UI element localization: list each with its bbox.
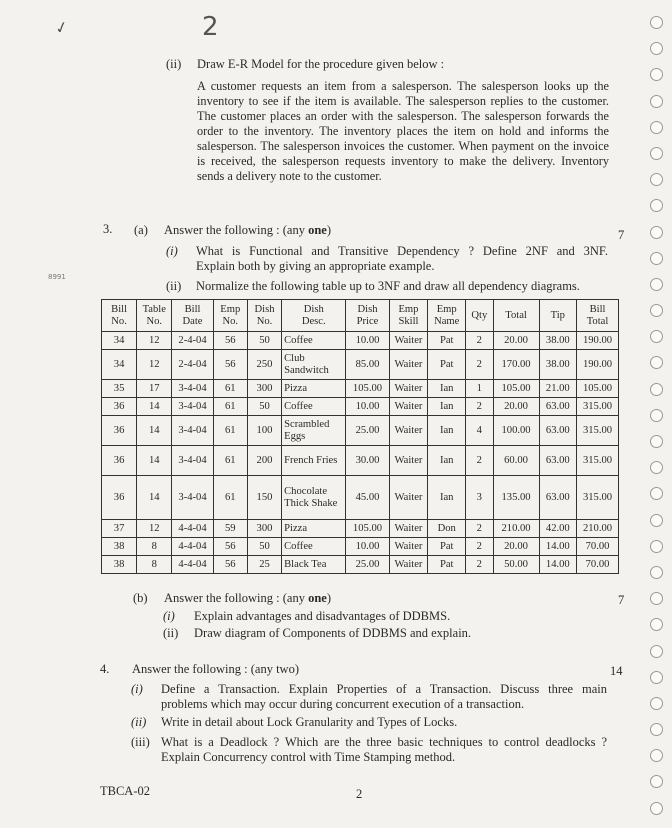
binding-hole — [650, 802, 663, 815]
table-cell: 20.00 — [493, 538, 539, 556]
table-cell: 2 — [466, 350, 493, 380]
table-cell: Waiter — [389, 350, 428, 380]
binding-hole — [650, 409, 663, 422]
table-cell: 2 — [466, 520, 493, 538]
table-cell: 170.00 — [493, 350, 539, 380]
table-row — [102, 350, 619, 380]
table-cell: 38 — [102, 556, 137, 574]
q3-b-i-text: Explain advantages and disadvantages of DDBMS. — [194, 609, 451, 623]
table-cell: 4-4-04 — [172, 520, 213, 538]
table-cell: Waiter — [389, 416, 428, 446]
table-cell: Waiter — [389, 476, 428, 520]
table-cell: 61 — [213, 446, 247, 476]
handwritten-tick-mark: ✓ — [52, 16, 71, 39]
header-line: Total — [586, 315, 609, 327]
table-cell: Waiter — [389, 538, 428, 556]
binding-hole — [650, 278, 663, 291]
table-cell: 200 — [247, 446, 281, 476]
table-cell: 34 — [102, 350, 137, 380]
table-cell: 50 — [247, 332, 281, 350]
table-header-cell — [282, 300, 346, 332]
table-cell: 8 — [137, 538, 172, 556]
binding-hole — [650, 566, 663, 579]
table-cell: Ian — [428, 398, 466, 416]
table-cell: 135.00 — [493, 476, 539, 520]
table-cell: 25.00 — [346, 416, 389, 446]
table-cell: 20.00 — [493, 398, 539, 416]
table-header-cell — [172, 300, 213, 332]
table-cell: Waiter — [389, 520, 428, 538]
q4-ii-label: (ii) — [131, 715, 147, 729]
header-line: Emp — [436, 303, 457, 315]
header-line: No. — [111, 315, 127, 327]
table-cell: 25.00 — [346, 556, 389, 574]
table-cell: 2 — [466, 332, 493, 350]
table-cell: 14.00 — [539, 556, 576, 574]
table-cell: 12 — [137, 332, 172, 350]
table-cell: 210.00 — [493, 520, 539, 538]
table-cell: 315.00 — [577, 476, 619, 520]
q3-a-instruction — [164, 223, 331, 238]
table-cell: 3-4-04 — [172, 446, 213, 476]
table-cell: 210.00 — [577, 520, 619, 538]
table-cell: 105.00 — [346, 520, 389, 538]
header-line: Emp — [220, 303, 241, 315]
table-cell: 36 — [102, 446, 137, 476]
table-cell: 45.00 — [346, 476, 389, 520]
bill-table — [101, 299, 619, 574]
table-cell: 105.00 — [577, 380, 619, 398]
table-cell: 12 — [137, 350, 172, 380]
binding-hole — [650, 147, 663, 160]
q4-iii-label: (iii) — [131, 735, 150, 749]
binding-hole — [650, 356, 663, 369]
header-line: Dish — [357, 303, 378, 315]
binding-hole — [650, 461, 663, 474]
table-cell: Pat — [428, 556, 466, 574]
table-cell: 3 — [466, 476, 493, 520]
table-cell: 14.00 — [539, 538, 576, 556]
table-header-cell — [102, 300, 137, 332]
table-cell: 3-4-04 — [172, 476, 213, 520]
q3-a-bold: one — [308, 223, 327, 237]
table-cell: 37 — [102, 520, 137, 538]
binding-hole — [650, 173, 663, 186]
table-header-cell — [247, 300, 281, 332]
table-cell: 14 — [137, 398, 172, 416]
table-row — [102, 380, 619, 398]
table-cell: 300 — [247, 520, 281, 538]
q3-b-prefix: Answer the following : (any — [164, 591, 309, 605]
table-cell: 10.00 — [346, 538, 389, 556]
table-cell: 61 — [213, 476, 247, 520]
binding-holes — [650, 16, 666, 828]
binding-hole — [650, 618, 663, 631]
table-header-cell — [389, 300, 428, 332]
table-cell: 100 — [247, 416, 281, 446]
header-line: Dish — [303, 303, 324, 315]
binding-hole — [650, 775, 663, 788]
q3-a-ii-label: (ii) — [166, 279, 182, 293]
table-header-row — [102, 300, 619, 332]
table-cell: 10.00 — [346, 332, 389, 350]
table-cell: 250 — [247, 350, 281, 380]
header-line: No. — [256, 315, 273, 327]
table-cell: 1 — [466, 380, 493, 398]
header-line: Date — [182, 315, 203, 327]
table-cell: 60.00 — [493, 446, 539, 476]
q3-a-ii-text: Normalize the following table up to 3NF and draw all dependency diagrams. — [196, 279, 580, 293]
header-line: Dish — [254, 303, 275, 315]
q3-a-i-line1: What is Functional and Transitive Dependency ? Define 2NF and 3NF. — [196, 244, 608, 258]
table-cell: 42.00 — [539, 520, 576, 538]
table-cell: 2-4-04 — [172, 332, 213, 350]
binding-hole — [650, 304, 663, 317]
q4-iii-line2: Explain Concurrency control with Time Stamping method. — [161, 750, 456, 764]
q3-a-suffix: ) — [326, 223, 331, 237]
table-cell: 190.00 — [577, 350, 619, 380]
table-cell: Waiter — [389, 398, 428, 416]
table-cell: Scrambled Eggs — [282, 416, 346, 446]
table-cell: Ian — [428, 446, 466, 476]
q3-b-i-label: (i) — [163, 609, 175, 623]
binding-hole — [650, 121, 663, 134]
table-row — [102, 538, 619, 556]
table-cell: Pizza — [282, 520, 346, 538]
table-cell: 14 — [137, 416, 172, 446]
table-cell: 315.00 — [577, 398, 619, 416]
table-cell: Coffee — [282, 398, 346, 416]
table-cell: 36 — [102, 476, 137, 520]
table-cell: Waiter — [389, 332, 428, 350]
table-cell: Pizza — [282, 380, 346, 398]
table-cell: 12 — [137, 520, 172, 538]
q4-instruction: Answer the following : (any two) — [132, 662, 299, 676]
table-cell: 3-4-04 — [172, 380, 213, 398]
q4-marks: 14 — [610, 664, 623, 678]
binding-hole — [650, 645, 663, 658]
table-header-cell — [213, 300, 247, 332]
table-cell: 3-4-04 — [172, 398, 213, 416]
q3-b-label: (b) — [133, 591, 148, 605]
q3-b-marks: 7 — [618, 593, 625, 607]
table-cell: 50.00 — [493, 556, 539, 574]
table-cell: 17 — [137, 380, 172, 398]
table-row — [102, 556, 619, 574]
header-line: Bill — [111, 303, 128, 315]
table-cell: Ian — [428, 416, 466, 446]
table-header-cell — [577, 300, 619, 332]
table-cell: 56 — [213, 538, 247, 556]
table-cell: 100.00 — [493, 416, 539, 446]
binding-hole — [650, 540, 663, 553]
table-cell: 56 — [213, 332, 247, 350]
q3-b-ii-text: Draw diagram of Components of DDBMS and explain. — [194, 626, 472, 640]
table-header-cell — [466, 300, 493, 332]
table-cell: 2 — [466, 398, 493, 416]
header-line: Qty — [471, 309, 488, 321]
q3-a-label: (a) — [134, 223, 148, 237]
binding-hole — [650, 592, 663, 605]
binding-hole — [650, 252, 663, 265]
table-cell: 190.00 — [577, 332, 619, 350]
table-cell: Pat — [428, 332, 466, 350]
table-cell: 2-4-04 — [172, 350, 213, 380]
q4-i-line1: Define a Transaction. Explain Properties of a Transaction. Discuss three main — [161, 682, 607, 696]
table-header-cell — [428, 300, 466, 332]
table-cell: 20.00 — [493, 332, 539, 350]
table-cell: Waiter — [389, 446, 428, 476]
q4-i-label: (i) — [131, 682, 143, 696]
q3-a-prefix: Answer the following : (any — [164, 223, 309, 237]
table-cell: Chocolate Thick Shake — [282, 476, 346, 520]
binding-hole — [650, 199, 663, 212]
table-cell: Waiter — [389, 556, 428, 574]
table-cell: 36 — [102, 398, 137, 416]
table-cell: 4-4-04 — [172, 538, 213, 556]
table-cell: 300 — [247, 380, 281, 398]
table-cell: 2 — [466, 446, 493, 476]
q3-number: 3. — [103, 222, 113, 236]
q3-b-bold: one — [308, 591, 327, 605]
q2-ii-label: (ii) — [166, 57, 182, 71]
table-cell: 8 — [137, 556, 172, 574]
table-cell: 14 — [137, 446, 172, 476]
table-cell: 70.00 — [577, 538, 619, 556]
table-cell: 105.00 — [346, 380, 389, 398]
binding-hole — [650, 226, 663, 239]
table-cell: 315.00 — [577, 416, 619, 446]
q3-a-i-line2: Explain both by giving an appropriate example. — [196, 259, 435, 273]
table-cell: 4-4-04 — [172, 556, 213, 574]
table-cell: 56 — [213, 350, 247, 380]
header-line: No. — [222, 315, 239, 327]
table-cell: Black Tea — [282, 556, 346, 574]
binding-hole — [650, 16, 663, 29]
table-cell: 38.00 — [539, 332, 576, 350]
table-cell: 63.00 — [539, 476, 576, 520]
table-cell: 2 — [466, 556, 493, 574]
table-cell: Ian — [428, 476, 466, 520]
header-line: Bill — [184, 303, 201, 315]
header-line: Name — [434, 315, 460, 327]
table-body — [102, 332, 619, 574]
table-cell: 61 — [213, 416, 247, 446]
table-row — [102, 332, 619, 350]
table-cell: 3-4-04 — [172, 416, 213, 446]
table-cell: 34 — [102, 332, 137, 350]
binding-hole — [650, 749, 663, 762]
q4-i-line2: problems which may occur during concurrent execution of a transaction. — [161, 697, 525, 711]
binding-hole — [650, 383, 663, 396]
table-cell: 14 — [137, 476, 172, 520]
table-cell: 63.00 — [539, 416, 576, 446]
table-cell: French Fries — [282, 446, 346, 476]
handwritten-page-number: 2 — [202, 12, 219, 42]
table-cell: 25 — [247, 556, 281, 574]
binding-hole — [650, 330, 663, 343]
table-row — [102, 520, 619, 538]
q2-ii-heading: Draw E-R Model for the procedure given below : — [197, 57, 445, 71]
q4-ii-text: Write in detail about Lock Granularity and Types of Locks. — [161, 715, 458, 729]
table-cell: 315.00 — [577, 446, 619, 476]
table-row — [102, 416, 619, 446]
table-cell: 36 — [102, 416, 137, 446]
q3-b-ii-label: (ii) — [163, 626, 179, 640]
table-cell: 2 — [466, 538, 493, 556]
footer-course-code: TBCA-02 — [100, 784, 150, 798]
table-cell: Don — [428, 520, 466, 538]
q3-b-suffix: ) — [326, 591, 331, 605]
binding-hole — [650, 671, 663, 684]
binding-hole — [650, 723, 663, 736]
q3-marks: 7 — [618, 228, 625, 242]
table-header-cell — [137, 300, 172, 332]
table-cell: 30.00 — [346, 446, 389, 476]
q4-number: 4. — [100, 662, 110, 676]
binding-hole — [650, 42, 663, 55]
binding-hole — [650, 68, 663, 81]
q4-iii-line1: What is a Deadlock ? Which are the three basic techniques to control deadlocks ? — [161, 735, 607, 749]
table-cell: Coffee — [282, 538, 346, 556]
table-cell: 50 — [247, 398, 281, 416]
table-row — [102, 446, 619, 476]
table-cell: 10.00 — [346, 398, 389, 416]
table-cell: 150 — [247, 476, 281, 520]
binding-hole — [650, 435, 663, 448]
table-cell: 4 — [466, 416, 493, 446]
table-cell: 50 — [247, 538, 281, 556]
header-line: Emp — [398, 303, 419, 315]
table-cell: 38 — [102, 538, 137, 556]
table-cell: 21.00 — [539, 380, 576, 398]
table-header-cell — [493, 300, 539, 332]
margin-note: 8991 — [48, 273, 66, 281]
header-line: Desc. — [301, 315, 326, 327]
table-cell: 63.00 — [539, 398, 576, 416]
table-cell: Club Sandwitch — [282, 350, 346, 380]
header-line: Total — [505, 309, 527, 321]
table-row — [102, 476, 619, 520]
binding-hole — [650, 487, 663, 500]
header-line: No. — [146, 315, 163, 327]
table-cell: 105.00 — [493, 380, 539, 398]
table-cell: Coffee — [282, 332, 346, 350]
table-cell: 70.00 — [577, 556, 619, 574]
binding-hole — [650, 697, 663, 710]
header-line: Skill — [398, 315, 419, 327]
table-cell: 35 — [102, 380, 137, 398]
table-cell: Waiter — [389, 380, 428, 398]
table-cell: 61 — [213, 398, 247, 416]
q3-a-i-label: (i) — [166, 244, 178, 258]
table-cell: 59 — [213, 520, 247, 538]
table-cell: 85.00 — [346, 350, 389, 380]
header-line: Tip — [550, 309, 565, 321]
table-cell: 61 — [213, 380, 247, 398]
header-line: Table — [142, 303, 166, 315]
table-header-cell — [539, 300, 576, 332]
table-cell: 56 — [213, 556, 247, 574]
q2-ii-paragraph: A customer requests an item from a salesperson. The salesperson looks up the inventory to see if the item is available. The salesperson replies to the customer. The customer places an order with the salesperson. The salesperson forwards the order to the inventory. The inventory places the item on hold and informs the salesperson. The salesperson invoices the customer. When payment on the invoice is received, the salesperson requests inventory to make the delivery. Inventory sends a delivery note to the customer. — [197, 79, 609, 183]
header-line: Bill — [589, 303, 606, 315]
table-cell: 63.00 — [539, 446, 576, 476]
table-row — [102, 398, 619, 416]
table-cell: 38.00 — [539, 350, 576, 380]
binding-hole — [650, 95, 663, 108]
q3-b-instruction — [164, 591, 331, 606]
table-header-cell — [346, 300, 389, 332]
table-cell: Pat — [428, 350, 466, 380]
binding-hole — [650, 514, 663, 527]
header-line: Price — [356, 315, 379, 327]
footer-page-number: 2 — [356, 787, 363, 801]
table-cell: Ian — [428, 380, 466, 398]
table-cell: Pat — [428, 538, 466, 556]
